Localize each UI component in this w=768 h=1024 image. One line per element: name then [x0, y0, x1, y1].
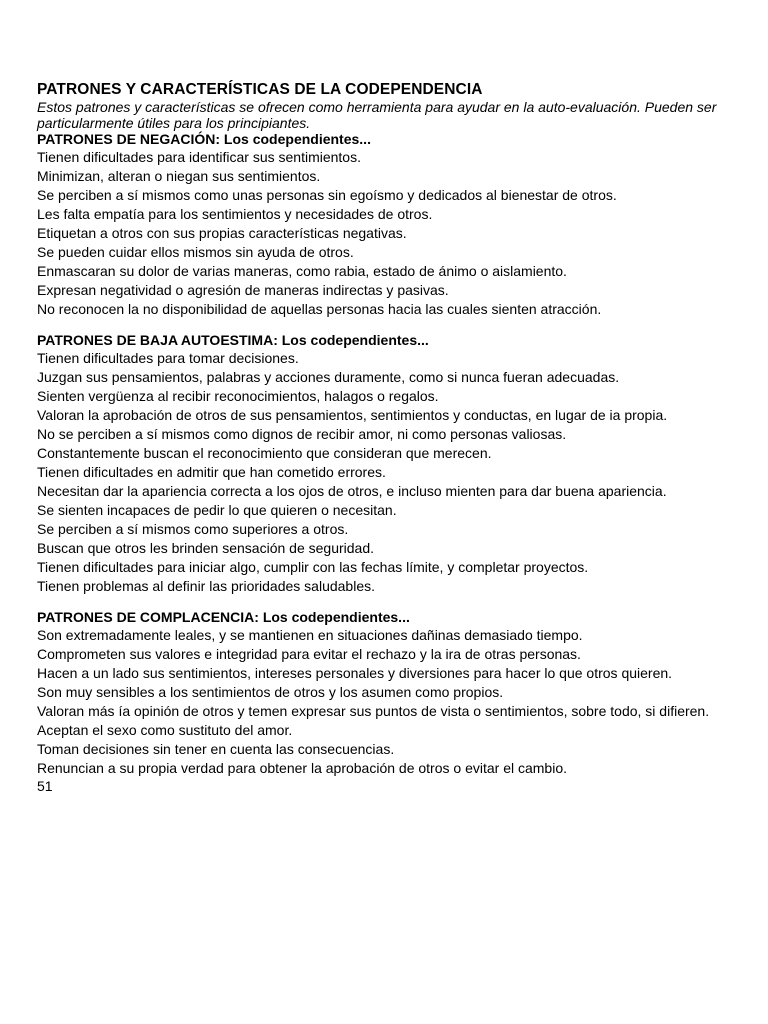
section-heading: PATRONES DE BAJA AUTOESTIMA: Los codependientes... [37, 332, 429, 348]
list-item: Tienen dificultades para identificar sus sentimientos. [37, 149, 361, 165]
section-heading: PATRONES DE NEGACIÓN: Los codependientes... [37, 131, 371, 147]
list-item: Constantemente buscan el reconocimiento que consideran que merecen. [37, 445, 492, 461]
list-item: Se sienten incapaces de pedir lo que quieren o necesitan. [37, 502, 397, 518]
list-item: Juzgan sus pensamientos, palabras y acciones duramente, como si nunca fueran adecuadas. [37, 369, 620, 385]
list-item: Tienen dificultades en admitir que han cometido errores. [37, 464, 386, 480]
list-item: Aceptan el sexo como sustituto del amor. [37, 722, 293, 738]
list-item: Expresan negatividad o agresión de maneras indirectas y pasivas. [37, 282, 449, 298]
section-item-list [37, 626, 748, 778]
list-item: Son extremadamente leales, y se mantienen en situaciones dañinas demasiado tiempo. [37, 627, 583, 643]
list-item: Etiquetan a otros con sus propias características negativas. [37, 225, 407, 241]
list-item: Valoran la aprobación de otros de sus pensamientos, sentimientos y conductas, en lugar de ia propia. [37, 407, 668, 423]
section-negacion [37, 131, 748, 319]
list-item: Se perciben a sí mismos como superiores a otros. [37, 521, 349, 537]
list-item: Valoran más ía opinión de otros y temen expresar sus puntos de vista o sentimientos, sobre todo, si difieren. [37, 703, 710, 719]
list-item: Enmascaran su dolor de varias maneras, como rabia, estado de ánimo o aislamiento. [37, 263, 567, 279]
list-item: Se perciben a sí mismos como unas personas sin egoísmo y dedicados al bienestar de otros. [37, 187, 617, 203]
section-heading: PATRONES DE COMPLACENCIA: Los codependientes... [37, 609, 410, 625]
section-item-list [37, 148, 748, 319]
list-item: Buscan que otros les brinden sensación de seguridad. [37, 540, 374, 556]
list-item: Tienen dificultades para iniciar algo, cumplir con las fechas límite, y completar proyectos. [37, 559, 589, 575]
list-item: Toman decisiones sin tener en cuenta las consecuencias. [37, 741, 395, 757]
intro-paragraph: Estos patrones y características se ofrecen como herramienta para ayudar en la auto-evaluación. Pueden ser particularmente útiles para los principiantes. [37, 99, 717, 131]
section-baja-autoestima [37, 332, 748, 596]
section-item-list [37, 349, 748, 596]
document-title: PATRONES Y CARACTERÍSTICAS DE LA CODEPENDENCIA [37, 81, 483, 98]
list-item: Se pueden cuidar ellos mismos sin ayuda de otros. [37, 244, 354, 260]
list-item: Hacen a un lado sus sentimientos, intereses personales y diversiones para hacer lo que otros quieren. [37, 665, 673, 681]
list-item: No se perciben a sí mismos como dignos de recibir amor, ni como personas valiosas. [37, 426, 567, 442]
list-item: Les falta empatía para los sentimientos y necesidades de otros. [37, 206, 433, 222]
list-item: Comprometen sus valores e integridad para evitar el rechazo y la ira de otras personas. [37, 646, 581, 662]
list-item: Tienen dificultades para tomar decisiones. [37, 350, 299, 366]
list-item: No reconocen la no disponibilidad de aquellas personas hacia las cuales sienten atracción. [37, 301, 602, 317]
list-item: Sienten vergüenza al recibir reconocimientos, halagos o regalos. [37, 388, 439, 404]
list-item: Necesitan dar la apariencia correcta a los ojos de otros, e incluso mienten para dar buena apariencia. [37, 483, 667, 499]
page-number: 51 [37, 778, 53, 794]
list-item: Minimizan, alteran o niegan sus sentimientos. [37, 168, 321, 184]
list-item: Tienen problemas al definir las prioridades saludables. [37, 578, 376, 594]
list-item: Son muy sensibles a los sentimientos de otros y los asumen como propios. [37, 684, 504, 700]
list-item: Renuncian a su propia verdad para obtener la aprobación de otros o evitar el cambio. [37, 760, 567, 776]
section-complacencia [37, 609, 748, 778]
